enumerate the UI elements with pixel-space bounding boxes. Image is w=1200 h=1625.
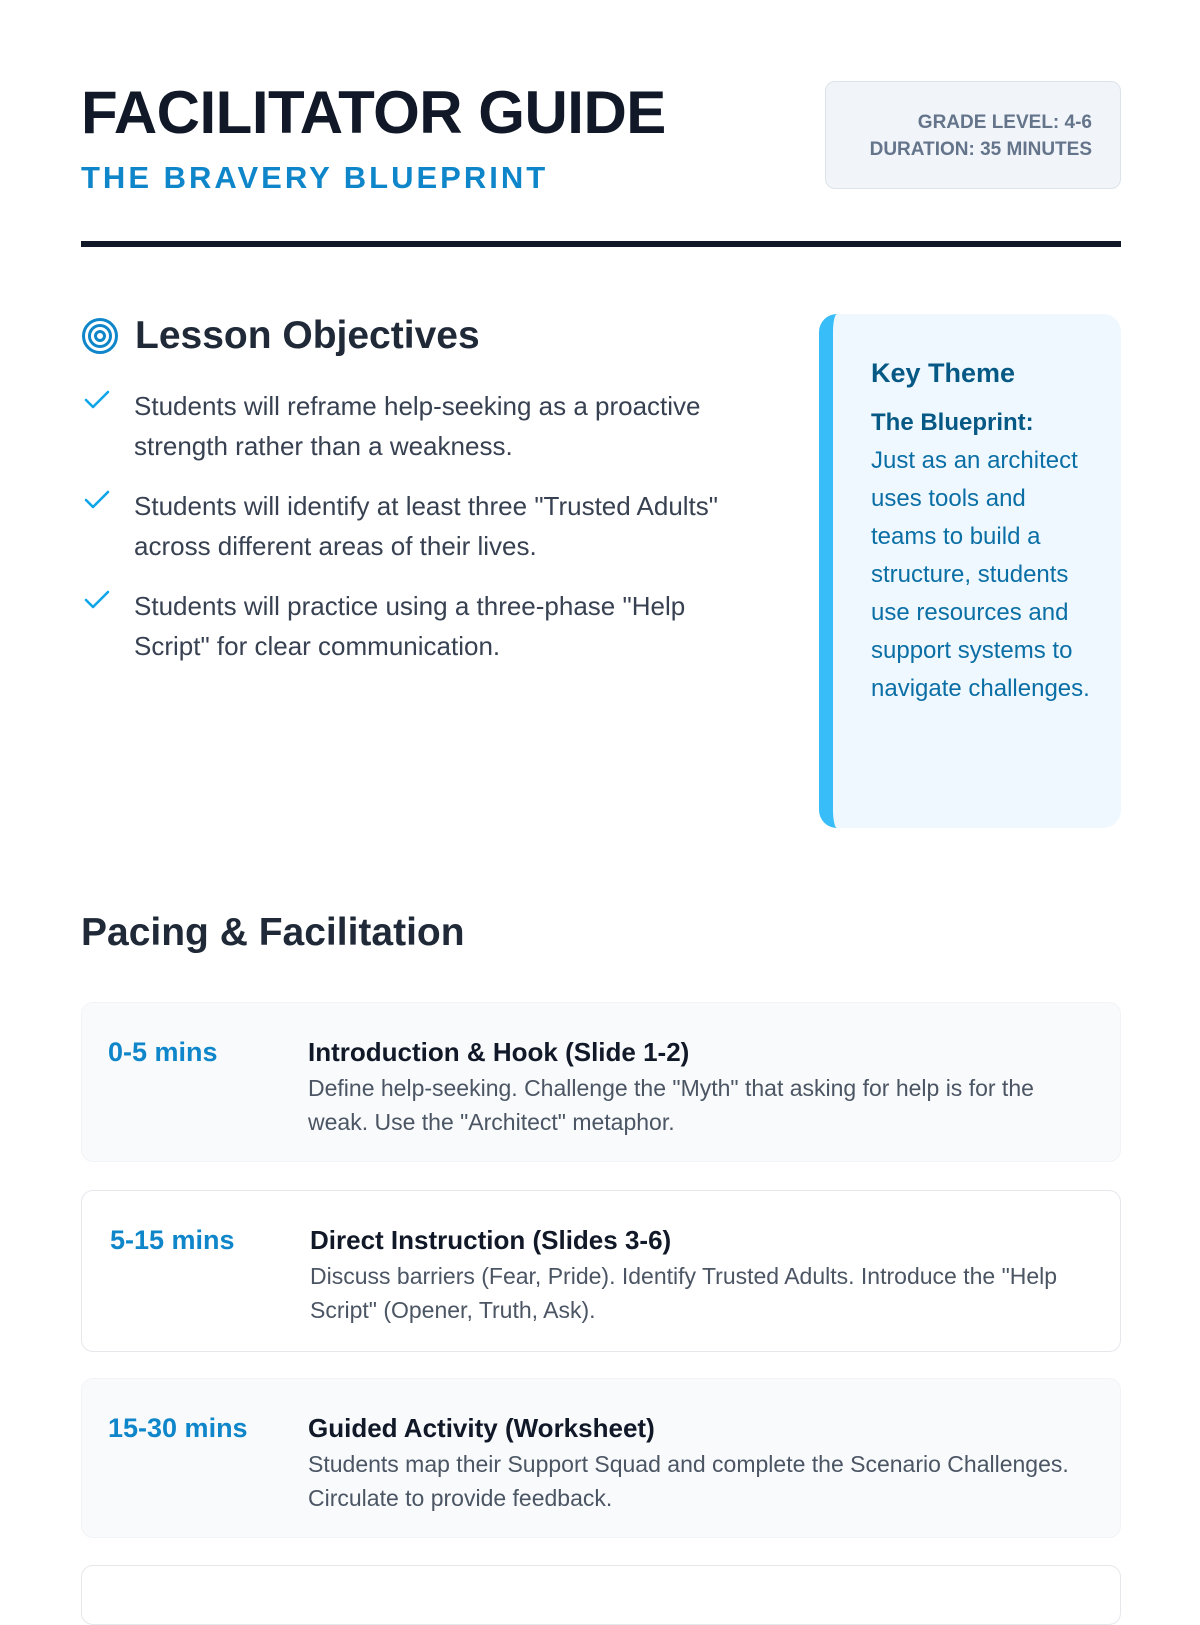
key-theme-body: Just as an architect uses tools and teams to build a structure, students use resources and support systems to navigate challenges. (871, 447, 1090, 702)
objective-text: Students will identify at least three "Trusted Adults" across different areas of their lives. (134, 491, 719, 561)
objective-text: Students will reframe help-seeking as a proactive strength rather than a weakness. (134, 391, 701, 461)
guide-header (81, 80, 1121, 240)
pacing-details (310, 1223, 1100, 1327)
objective-item (81, 486, 761, 566)
pacing-heading: Direct Instruction (Slides 3-6) (310, 1225, 672, 1255)
pacing-time: 5-15 mins (110, 1225, 235, 1255)
pacing-row (81, 1190, 1121, 1352)
objective-text: Students will practice using a three-phase "Help Script" for clear communication. (134, 591, 686, 661)
key-theme-title: Key Theme (871, 358, 1016, 388)
check-icon (83, 586, 111, 614)
pacing-time: 0-5 mins (108, 1037, 218, 1067)
check-icon (83, 486, 111, 514)
objectives-list (81, 386, 761, 666)
pacing-title: Pacing & Facilitation (81, 911, 465, 954)
pacing-time: 15-30 mins (108, 1413, 248, 1443)
objective-item (81, 586, 761, 666)
page-title: FACILITATOR GUIDE (81, 79, 666, 146)
lesson-objectives-section (81, 314, 761, 686)
key-theme-callout (819, 314, 1121, 828)
grade-level-label: GRADE LEVEL: 4-6 (917, 112, 1092, 133)
pacing-details (308, 1411, 1098, 1515)
pacing-row (81, 1378, 1121, 1538)
check-icon (83, 386, 111, 414)
pacing-description: Discuss barriers (Fear, Pride). Identify Trusted Adults. Introduce the "Help Script" (Opener, Truth, Ask). (310, 1263, 1058, 1323)
header-divider (81, 241, 1121, 247)
target-icon (81, 317, 119, 355)
pacing-description: Students map their Support Squad and complete the Scenario Challenges. Circulate to provide feedback. (308, 1451, 1069, 1511)
objectives-heading (81, 314, 761, 358)
key-theme-label: The Blueprint: (871, 409, 1034, 436)
pacing-heading: Guided Activity (Worksheet) (308, 1413, 655, 1443)
duration-label: DURATION: 35 MINUTES (869, 139, 1092, 160)
objective-item (81, 386, 761, 466)
pacing-row (81, 1002, 1121, 1162)
pacing-details (308, 1035, 1098, 1139)
page-subtitle: THE BRAVERY BLUEPRINT (81, 160, 549, 195)
lesson-meta-box (825, 81, 1121, 189)
pacing-description: Define help-seeking. Challenge the "Myth" that asking for help is for the weak. Use the "Architect" metaphor. (308, 1075, 1034, 1135)
objectives-title: Lesson Objectives (135, 314, 480, 357)
pacing-row-next (81, 1565, 1121, 1625)
pacing-heading: Introduction & Hook (Slide 1-2) (308, 1037, 690, 1067)
